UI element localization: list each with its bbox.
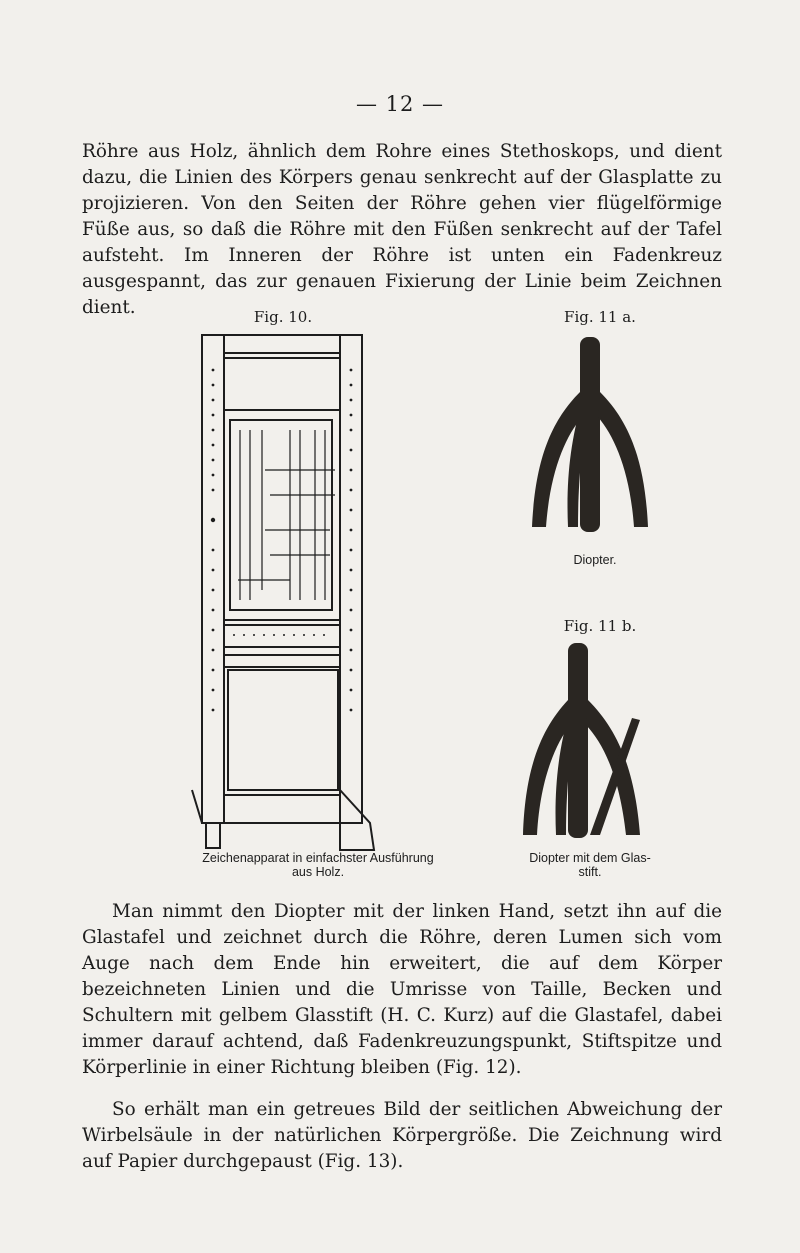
fig-11a-caption: Diopter.: [573, 553, 617, 567]
fig-11b-label: Fig. 11 b.: [563, 617, 637, 635]
fig-10-drawing-apparatus: [170, 330, 400, 850]
paragraph-top: Röhre aus Holz, ähnlich dem Rohre eines Stethoskops, und dient dazu, die Linien des Körpers genau senkrecht auf der Glasplatte zu projizieren. Von den Seiten der Röhre gehen vier flügelförmige Füße aus, so daß die Röhre mit den Füßen senkrecht auf der Tafel aufsteht. Im Inneren der Röhre ist unten ein Fadenkreuz ausgespannt, das zur genauen Fixierung der Linie beim Zeichnen dient.: [82, 141, 722, 318]
fig-10-caption-line1: Zeichenapparat in einfachster Ausführung: [202, 851, 434, 865]
paragraph-bottom-1: Man nimmt den Diopter mit der linken Hand, setzt ihn auf die Glastafel und zeichnet durch die Röhre, deren Lumen sich vom Auge nach dem Ende hin erweitert, die auf dem Körper bezeichneten Linien und die Umrisse von Taille, Becken und Schultern mit gelbem Glasstift (H. C. Kurz) auf die Glastafel, dabei immer darauf achtend, daß Fadenkreuzungspunkt, Stiftspitze und Körperlinie in einer Richtung bleiben (Fig. 12).: [82, 901, 722, 1078]
page-number: — 12 —: [355, 92, 445, 116]
paragraph-bottom-2: So erhält man ein getreues Bild der seitlichen Abweichung der Wirbelsäule in der natürlichen Körpergröße. Die Zeichnung wird auf Papier durchgepaust (Fig. 13).: [82, 1099, 722, 1172]
fig-11b-caption-line2: stift.: [578, 865, 602, 879]
fig-11b-diopter-with-glass-pen: [520, 640, 670, 845]
fig-11a-diopter: [520, 332, 660, 542]
fig-10-caption-line2: aus Holz.: [291, 865, 345, 879]
fig-11b-caption-line1: Diopter mit dem Glas-: [529, 851, 651, 865]
fig-11a-label: Fig. 11 a.: [564, 308, 636, 326]
fig-10-label: Fig. 10.: [253, 308, 313, 326]
